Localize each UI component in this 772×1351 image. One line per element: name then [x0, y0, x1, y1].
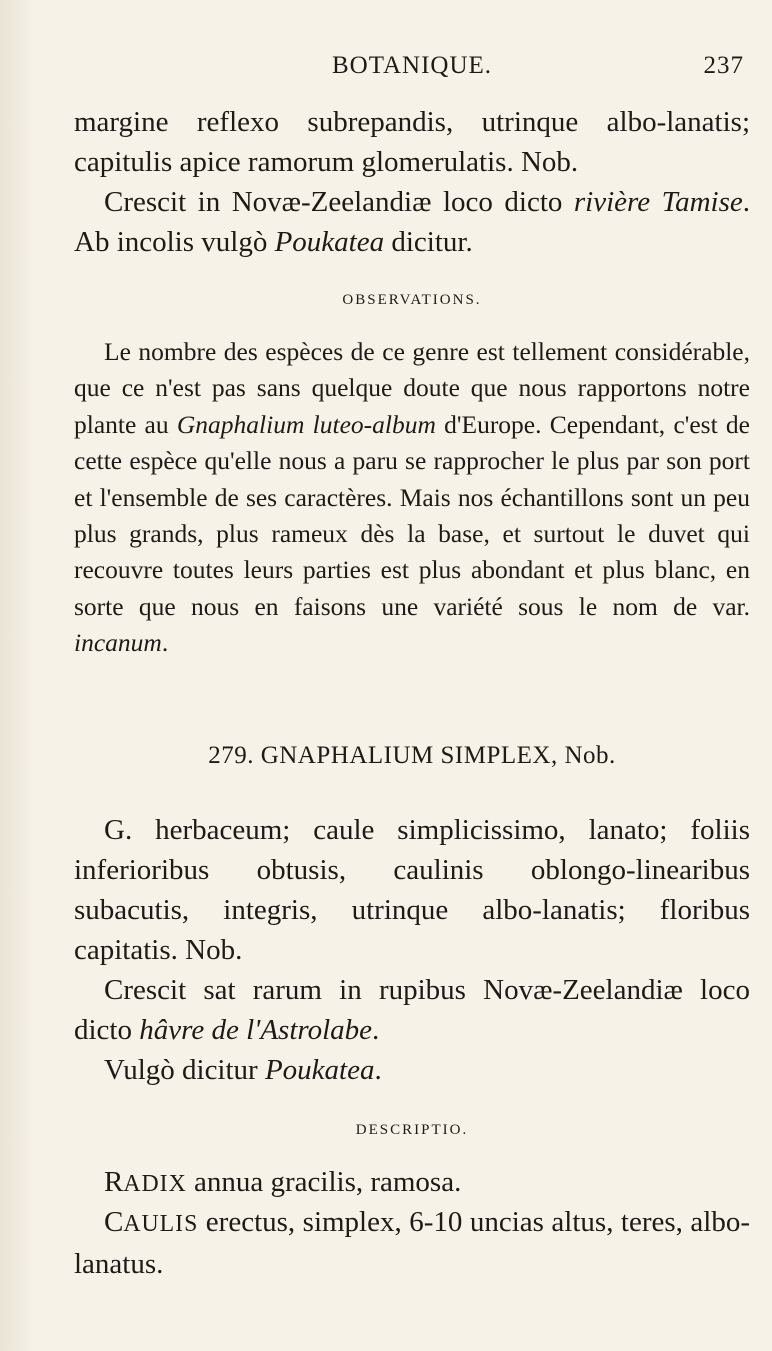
caulis-text: erectus, simplex, 6-10 uncias altus, teres, albo-lanatus. — [74, 1206, 750, 1280]
radix-smallcap: ADIX — [123, 1171, 187, 1197]
vernacular-paragraph — [74, 1050, 750, 1090]
observations-heading: OBSERVATIONS. — [342, 292, 482, 308]
habitat-text-a: Crescit sat rarum in rupibus Novæ-Zeelandiæ loco dicto — [74, 974, 750, 1046]
paragraph-continuation: margine reflexo subrepandis, utrinque albo-lanatis; capitulis apice ramorum glomerulatis. Nob. — [74, 106, 750, 178]
locality-text-a: Crescit in Novæ-Zeelandiæ loco dicto — [104, 186, 574, 218]
page-number: 237 — [703, 52, 744, 79]
running-title: BOTANIQUE. — [332, 52, 493, 79]
locality-text-c: dicitur. — [384, 226, 473, 258]
caulis-cap: C — [104, 1206, 124, 1238]
locality-text-b: . Ab incolis vulgò — [74, 186, 750, 258]
vernacular-text-a: Vulgò dicitur — [104, 1054, 265, 1086]
observations-text-c: . — [161, 628, 169, 658]
species-heading — [74, 742, 750, 770]
observations-text-a: Le nombre des espèces de ce genre est tellement considérable, que ce n'est pas sans quelque doute que nous rapportons notre plante au — [74, 337, 750, 439]
vernacular-name-2: Poukatea — [264, 1054, 375, 1086]
habitat-text-b: . — [372, 1014, 380, 1046]
page-gutter-shadow — [0, 0, 34, 1351]
observations-paragraph — [74, 334, 750, 662]
caulis-smallcap: AULIS — [123, 1211, 199, 1237]
radix-text: annua gracilis, ramosa. — [186, 1166, 462, 1198]
species-number: 279. — [208, 742, 254, 769]
radix-paragraph — [74, 1162, 750, 1204]
locality-place: rivière Tamise — [573, 186, 743, 218]
species-author: , Nob. — [550, 742, 616, 769]
species-name: GNAPHALIUM SIMPLEX — [260, 742, 551, 769]
descriptio-heading: DESCRIPTIO. — [355, 1122, 469, 1138]
vernacular-text-b: . — [374, 1054, 382, 1086]
vernacular-name: Poukatea — [274, 226, 385, 258]
habitat-paragraph — [74, 970, 750, 1050]
observations-text-b: d'Europe. Cependant, c'est de cette espèce qu'elle nous a paru se rapprocher le plus par son port et l'ensemble de ses caractères. Mais nos échantillons sont un peu plus grands, plus rameux dès la base, et surtout le duvet qui recouvre toutes leurs parties est plus abondant et plus blanc, en sorte que nous en faisons une variété sous le nom de var. — [74, 409, 751, 621]
habitat-place: hâvre de l'Astrolabe — [139, 1014, 373, 1046]
observations-species: Gnaphalium luteo-album — [176, 409, 436, 439]
caulis-paragraph — [74, 1202, 750, 1284]
diagnosis-paragraph: G. herbaceum; caule simplicissimo, lanato; foliis inferioribus obtusis, caulinis oblongo-linearibus subacutis, integris, utrinque albo-lanatis; floribus capitatis. Nob. — [74, 814, 750, 966]
observations-variety: incanum — [74, 628, 162, 658]
running-head — [74, 46, 750, 80]
paragraph-locality — [74, 182, 750, 262]
radix-cap: R — [104, 1166, 124, 1198]
